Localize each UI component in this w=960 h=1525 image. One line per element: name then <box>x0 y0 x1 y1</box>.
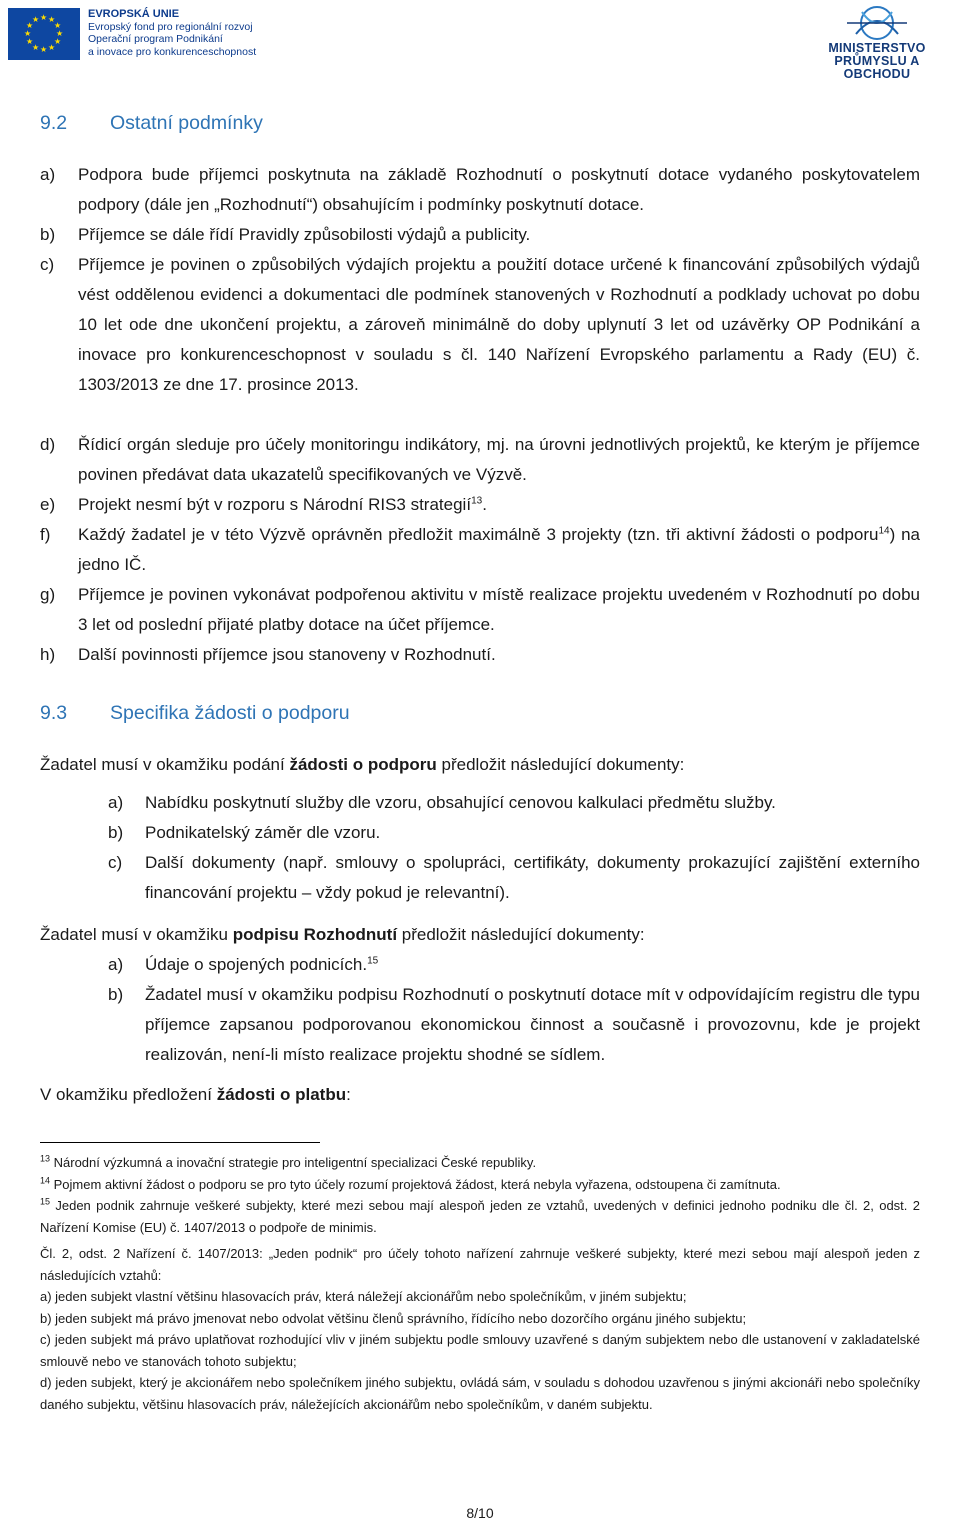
footnote-extra: d) jeden subjekt, který je akcionářem nebo společníkem jiného subjektu, ovládá sám, v souladu s dohodou uzavřenou s jinými akcionáři nebo společníky daného subjektu, většinu hlasovacích práv, náležejících akcionářům nebo společníkům, v daném subjektu. <box>40 1375 920 1412</box>
list-text: Příjemce je povinen vykonávat podpořenou aktivitu v místě realizace projektu uvedeném v Rozhodnutí po dobu 3 let od poslední přijaté platby dotace na účet příjemce. <box>78 585 920 634</box>
eu-line-3: a inovace pro konkurenceschopnost <box>88 45 257 58</box>
eu-logo <box>8 8 256 60</box>
eu-title: EVROPSKÁ UNIE <box>88 8 180 20</box>
list-label: b) <box>108 823 124 842</box>
list-text: Údaje o spojených podnicích. <box>145 955 368 974</box>
list-label: b) <box>40 225 56 244</box>
footnote-extra: b) jeden subjekt má právo jmenovat nebo odvolat většinu členů správního, řídícího nebo dozorčího orgánu jiného subjektu; <box>40 1310 747 1326</box>
list-item <box>40 580 920 640</box>
list-label: c) <box>108 853 123 872</box>
list-label: h) <box>40 645 56 664</box>
list-label: c) <box>40 255 55 274</box>
page-header <box>0 0 960 80</box>
footnote-extra: a) jeden subjekt vlastní většinu hlasovacích práv, která náležejí akcionářům nebo společníkům, v jiném subjektu; <box>40 1289 687 1304</box>
paragraph: Žadatel musí v okamžiku podpisu Rozhodnutí předložit následující dokumenty: <box>40 925 645 944</box>
list-label: f) <box>40 525 51 544</box>
footnote-13: $^{13}$ Národní výzkumná a inovační strategie pro inteligentní specializaci České republiky. <box>40 1153 537 1170</box>
footnote-extra: c) jeden subjekt má právo uplatňovat rozhodující vliv v jiném subjektu podle smlouvy uzavřené s daným subjektem nebo dle ustanovení v zakladatelské smlouvě nebo ve stanovách tohoto subjektu; <box>40 1332 920 1369</box>
section-title: Specifika žádosti o podporu <box>110 702 350 724</box>
list-label: d) <box>40 435 56 454</box>
section-number: 9.3 <box>40 702 68 724</box>
list-item: f) Každý žadatel je v této Výzvě oprávněn předložit maximálně 3 projekty (tzn. tři aktivní žádosti o podporu$^{14}$) na jedno IČ. <box>78 520 920 580</box>
footnote-ref[interactable]: 14 <box>878 525 890 537</box>
list-text: Žadatel musí v okamžiku podpisu Rozhodnutí o poskytnutí dotace mít v odpovídajícím registru dle typu příjemce zapsanou podporovanou ekonomickou činnost a současně i provozovnu, kde je projekt realizován, není-li místo realizace projektu shodné se sídlem. <box>145 985 920 1064</box>
footnote-extra: Čl. 2, odst. 2 Nařízení č. 1407/2013: „Jeden podnik“ pro účely tohoto nařízení zahrnuje veškeré subjekty, které mezi sebou mají alespoň jeden z následujících vztahů: <box>40 1246 920 1283</box>
footnotes <box>40 1152 920 1415</box>
list-text: Nabídku poskytnutí služby dle vzoru, obsahující cenovou kalkulaci předmětu služby. <box>145 793 776 812</box>
mpo-line-2: PRŮMYSLU A OBCHODU <box>834 54 920 81</box>
footnote-ref[interactable]: 13 <box>471 495 483 507</box>
list-item <box>108 848 920 908</box>
list-label: g) <box>40 585 56 604</box>
list-text: Příjemce je povinen o způsobilých výdajích projektu a použití dotace určené k financování způsobilých výdajů vést oddělenou evidenci a dokumentaci dle podmínek stanovených v Rozhodnutí a podklady uchovat po dobu 10 let ode dne ukončení projektu, a zároveň minimálně do doby uplynutí 3 let od uzávěrky OP Podnikání a inovace pro konkurenceschopnost v souladu s čl. 140 Nařízení Evropského parlamentu a Rady (EU) č. 1303/2013 ze dne 17. prosince 2013. <box>78 255 920 394</box>
list-text: Každý žadatel je v této Výzvě oprávněn předložit maximálně 3 projekty (tzn. tři aktivní žádosti o podporu <box>78 525 879 544</box>
list-item <box>108 950 920 980</box>
footnote-15: $^{15}$ Jeden podnik zahrnuje veškeré subjekty, které mezi sebou mají alespoň jeden ze vztahů, uvedených v definici jednoho podniku dle čl. 2, odst. 2 Nařízení Komise (EU) č. 1407/2013 o podpoře de minimis. <box>40 1196 920 1235</box>
list-label: a) <box>108 793 124 812</box>
footnote-ref[interactable]: 15 <box>367 955 379 967</box>
list-item <box>40 220 920 250</box>
list-text: Projekt nesmí být v rozporu s Národní RIS3 strategií <box>78 495 472 514</box>
footnote-separator <box>40 1142 320 1143</box>
eu-line-2: Operační program Podnikání <box>88 33 223 45</box>
list-item <box>108 788 920 818</box>
paragraph: V okamžiku předložení žádosti o platbu: <box>40 1085 351 1104</box>
list-item <box>40 250 920 400</box>
list-item: e) Projekt nesmí být v rozporu s Národní RIS3 strategií$^{13}$. <box>78 490 920 520</box>
list-item <box>40 430 920 490</box>
footnote-14: $^{14}$ Pojmem aktivní žádost o podporu se pro tyto účely rozumí projektová žádost, která nebyla vyřazena, odstoupena či zamítnuta. <box>40 1175 781 1192</box>
list-item <box>108 818 920 848</box>
eu-line-1: Evropský fond pro regionální rozvoj <box>88 20 253 33</box>
list-item <box>108 980 920 1070</box>
section-title: Ostatní podmínky <box>110 112 263 134</box>
list-item <box>40 160 920 220</box>
section-heading-9-2 <box>40 112 263 135</box>
section-number: 9.2 <box>40 112 68 134</box>
eu-flag-icon: ★ ★ ★ ★ ★ ★ ★ ★ ★ ★ ★ ★ <box>8 8 80 60</box>
list-label: b) <box>108 985 124 1004</box>
list-label: e) <box>40 495 56 514</box>
mpo-emblem-icon <box>842 4 912 42</box>
list-text: Řídicí orgán sleduje pro účely monitoringu indikátory, mj. na úrovni jednotlivých projektů, ke kterým je příjemce povinen předávat data ukazatelů specifikovaných ve Výzvě. <box>78 435 920 484</box>
list-text: Podnikatelský záměr dle vzoru. <box>145 823 381 842</box>
mpo-logo <box>802 4 952 81</box>
list-item <box>40 640 920 670</box>
list-label: a) <box>108 955 124 974</box>
mpo-line-1: MINISTERSTVO <box>828 41 926 55</box>
list-text: Podpora bude příjemci poskytnuta na základě Rozhodnutí o poskytnutí dotace vydaného poskytovatelem podpory (dále jen „Rozhodnutí“) obsahujícím i podmínky poskytnutí dotace. <box>78 165 920 214</box>
list-label: a) <box>40 165 56 184</box>
list-text: Další povinnosti příjemce jsou stanoveny v Rozhodnutí. <box>78 645 496 664</box>
section-heading-9-3 <box>40 702 350 725</box>
list-text: Příjemce se dále řídí Pravidly způsobilosti výdajů a publicity. <box>78 225 531 244</box>
paragraph: Žadatel musí v okamžiku podání žádosti o podporu předložit následující dokumenty: <box>40 755 685 774</box>
list-text: Další dokumenty (např. smlouvy o spolupráci, certifikáty, dokumenty prokazující zajištění externího financování projektu – vždy pokud je relevantní). <box>145 853 920 902</box>
page-number: 8/10 <box>466 1505 494 1521</box>
